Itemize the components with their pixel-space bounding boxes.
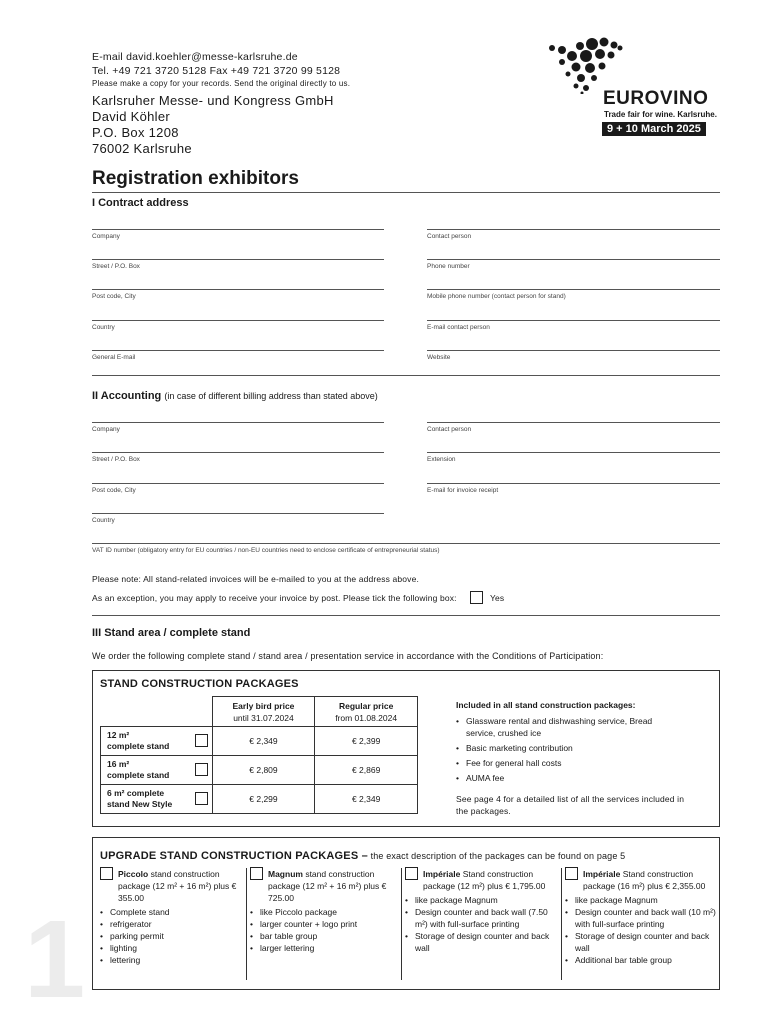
contract-field[interactable]: Contact person <box>427 229 720 240</box>
upgrade-item: • lighting <box>100 942 242 954</box>
regular-label: Regular price <box>338 700 394 711</box>
section-stand-heading: III Stand area / complete stand <box>92 627 251 639</box>
upgrade-item: • Storage of design counter and back wall <box>405 930 557 954</box>
copy-note: Please make a copy for your records. Send the original directly to us. <box>92 79 351 88</box>
regular-price: € 2,869 <box>315 756 418 785</box>
upgrade-desc: Stand construction package (12 m²) plus € 1,795.00 <box>423 869 546 891</box>
included-list <box>456 715 676 784</box>
included-item: • AUMA fee <box>456 772 676 784</box>
upgrade-item: • bar table group <box>250 930 398 942</box>
included-item: • Glassware rental and dishwashing service, Bread service, crushed ice <box>456 715 676 739</box>
address-line: 76002 Karlsruhe <box>92 141 192 156</box>
invoice-email-note: Please note: All stand-related invoices will be e-mailed to you at the address above. <box>92 574 419 584</box>
contract-field[interactable]: E-mail contact person <box>427 320 720 331</box>
upgrade-description <box>118 868 242 904</box>
upgrade-item: • parking permit <box>100 930 242 942</box>
upgrade-item: • Design counter and back wall (10 m²) with full-surface printing <box>565 906 717 930</box>
section-accounting-title: II Accounting <box>92 390 162 402</box>
upgrade-package-1 <box>100 868 242 966</box>
eurovino-logo <box>548 36 723 142</box>
upgrade-checkbox[interactable] <box>100 867 113 880</box>
package-type: complete stand <box>107 741 170 751</box>
upgrade-title: UPGRADE STAND CONSTRUCTION PACKAGES – <box>100 850 368 862</box>
contract-field[interactable]: Mobile phone number (contact person for stand) <box>427 289 720 300</box>
included-item: • Basic marketing contribution <box>456 742 676 754</box>
page-title: Registration exhibitors <box>92 168 299 189</box>
title-rule <box>92 192 720 193</box>
upgrade-item: • like package Magnum <box>565 894 717 906</box>
upgrade-item: • Additional bar table group <box>565 954 717 966</box>
column-divider <box>561 868 562 980</box>
upgrade-item: • lettering <box>100 954 242 966</box>
package-checkbox[interactable] <box>195 792 208 805</box>
vat-id-field[interactable]: VAT ID number (obligatory entry for EU countries / non-EU countries need to enclose certificate of entrepreneurial status) <box>92 543 720 554</box>
recipient-address <box>92 93 334 157</box>
price-row <box>101 727 418 756</box>
upgrade-package-3 <box>405 868 557 954</box>
upgrade-checkbox[interactable] <box>405 867 418 880</box>
logo-name: EUROVINO <box>603 88 709 109</box>
upgrade-item: • larger counter + logo print <box>250 918 398 930</box>
early-bird-label: Early bird price <box>232 700 295 711</box>
section-contract-heading: I Contract address <box>92 197 189 209</box>
address-line: David Köhler <box>92 109 171 124</box>
upgrade-item: • Design counter and back wall (7.50 m²) with full-surface printing <box>405 906 557 930</box>
price-table <box>100 696 418 814</box>
column-divider <box>246 868 247 980</box>
upgrade-title-note: the exact description of the packages can be found on page 5 <box>367 851 626 861</box>
accounting-field[interactable]: Post code, City <box>92 483 384 494</box>
package-checkbox[interactable] <box>195 763 208 776</box>
stand-intro: We order the following complete stand / stand area / presentation service in accordance with the Conditions of Participation: <box>92 651 604 661</box>
accounting-field[interactable]: Contact person <box>427 422 720 433</box>
section-divider <box>92 615 720 616</box>
upgrade-name: Impériale <box>583 869 621 879</box>
upgrade-item: • refrigerator <box>100 918 242 930</box>
contact-email: E-mail david.koehler@messe-karlsruhe.de <box>92 51 298 63</box>
event-date-badge: 9 + 10 March 2025 <box>602 122 706 136</box>
section-divider <box>92 375 720 376</box>
invoice-post-note: As an exception, you may apply to receive your invoice by post. Please tick the following box: <box>92 593 457 603</box>
column-divider <box>401 868 402 980</box>
logo-tagline: Trade fair for wine. Karlsruhe. <box>604 110 717 119</box>
package-type: complete stand <box>107 770 170 780</box>
early-bird-date: until 31.07.2024 <box>233 712 294 723</box>
package-size: 12 m² <box>107 730 130 740</box>
package-label <box>101 727 213 756</box>
upgrade-name: Magnum <box>268 869 303 879</box>
grape-icon <box>548 36 628 94</box>
package-size: 6 m² complete <box>107 788 165 798</box>
section-accounting-heading <box>92 390 378 402</box>
post-invoice-yes-label: Yes <box>490 593 505 603</box>
price-row <box>101 785 418 814</box>
address-line: P.O. Box 1208 <box>92 125 179 140</box>
accounting-field[interactable]: Street / P.O. Box <box>92 452 384 463</box>
upgrade-item: • Complete stand <box>100 906 242 918</box>
upgrade-item: • like package Magnum <box>405 894 557 906</box>
accounting-field[interactable]: Company <box>92 422 384 433</box>
upgrade-item: • Storage of design counter and back wall <box>565 930 717 954</box>
regular-date: from 01.08.2024 <box>335 712 398 723</box>
upgrade-item: • like Piccolo package <box>250 906 398 918</box>
upgrade-name: Piccolo <box>118 869 149 879</box>
early-bird-price: € 2,809 <box>212 756 315 785</box>
accounting-field[interactable]: E-mail for invoice receipt <box>427 483 720 494</box>
upgrade-checkbox[interactable] <box>250 867 263 880</box>
address-line: Karlsruher Messe- und Kongress GmbH <box>92 93 334 108</box>
included-heading: Included in all stand construction packages: <box>456 700 636 710</box>
upgrade-desc: stand construction package (12 m² + 16 m²) plus € 725.00 <box>268 869 387 903</box>
price-row <box>101 756 418 785</box>
post-invoice-checkbox[interactable] <box>470 591 483 604</box>
package-label <box>101 785 213 814</box>
upgrade-items <box>405 894 557 954</box>
regular-price: € 2,349 <box>315 785 418 814</box>
upgrade-description <box>583 868 717 892</box>
upgrade-items <box>250 906 398 954</box>
contract-field[interactable]: Company <box>92 229 384 240</box>
early-bird-header <box>212 697 315 727</box>
stand-packages-title: STAND CONSTRUCTION PACKAGES <box>100 678 299 690</box>
contract-field[interactable]: Country <box>92 320 384 331</box>
see-page-note: See page 4 for a detailed list of all the services included in the packages. <box>456 794 685 816</box>
upgrade-package-4 <box>565 868 717 966</box>
upgrade-desc: stand construction package (12 m² + 16 m²) plus € 355.00 <box>118 869 237 903</box>
included-item: • Fee for general hall costs <box>456 757 676 769</box>
package-size: 16 m² <box>107 759 130 769</box>
upgrade-checkbox[interactable] <box>565 867 578 880</box>
upgrade-items <box>100 906 242 966</box>
upgrade-items <box>565 894 717 966</box>
upgrade-description <box>268 868 398 904</box>
upgrade-desc: Stand construction package (16 m²) plus € 2,355.00 <box>583 869 706 891</box>
early-bird-price: € 2,299 <box>212 785 315 814</box>
regular-header <box>315 697 418 727</box>
accounting-field[interactable]: Country <box>92 513 384 524</box>
contract-field[interactable]: Street / P.O. Box <box>92 259 384 270</box>
upgrade-package-2 <box>250 868 398 954</box>
upgrade-item: • larger lettering <box>250 942 398 954</box>
package-checkbox[interactable] <box>195 734 208 747</box>
package-label <box>101 756 213 785</box>
package-type: stand New Style <box>107 799 173 809</box>
section-accounting-note: (in case of different billing address than stated above) <box>164 391 378 401</box>
contract-field[interactable]: Post code, City <box>92 289 384 300</box>
contract-field[interactable]: General E-mail <box>92 350 384 361</box>
contract-field[interactable]: Phone number <box>427 259 720 270</box>
contract-field[interactable]: Website <box>427 350 720 361</box>
upgrade-description <box>423 868 557 892</box>
contact-phone: Tel. +49 721 3720 5128 Fax +49 721 3720 99 5128 <box>92 65 341 77</box>
upgrade-title-row <box>100 846 625 864</box>
early-bird-price: € 2,349 <box>212 727 315 756</box>
regular-price: € 2,399 <box>315 727 418 756</box>
page-number: 1 <box>24 898 86 1021</box>
upgrade-name: Impériale <box>423 869 461 879</box>
accounting-field[interactable]: Extension <box>427 452 720 463</box>
